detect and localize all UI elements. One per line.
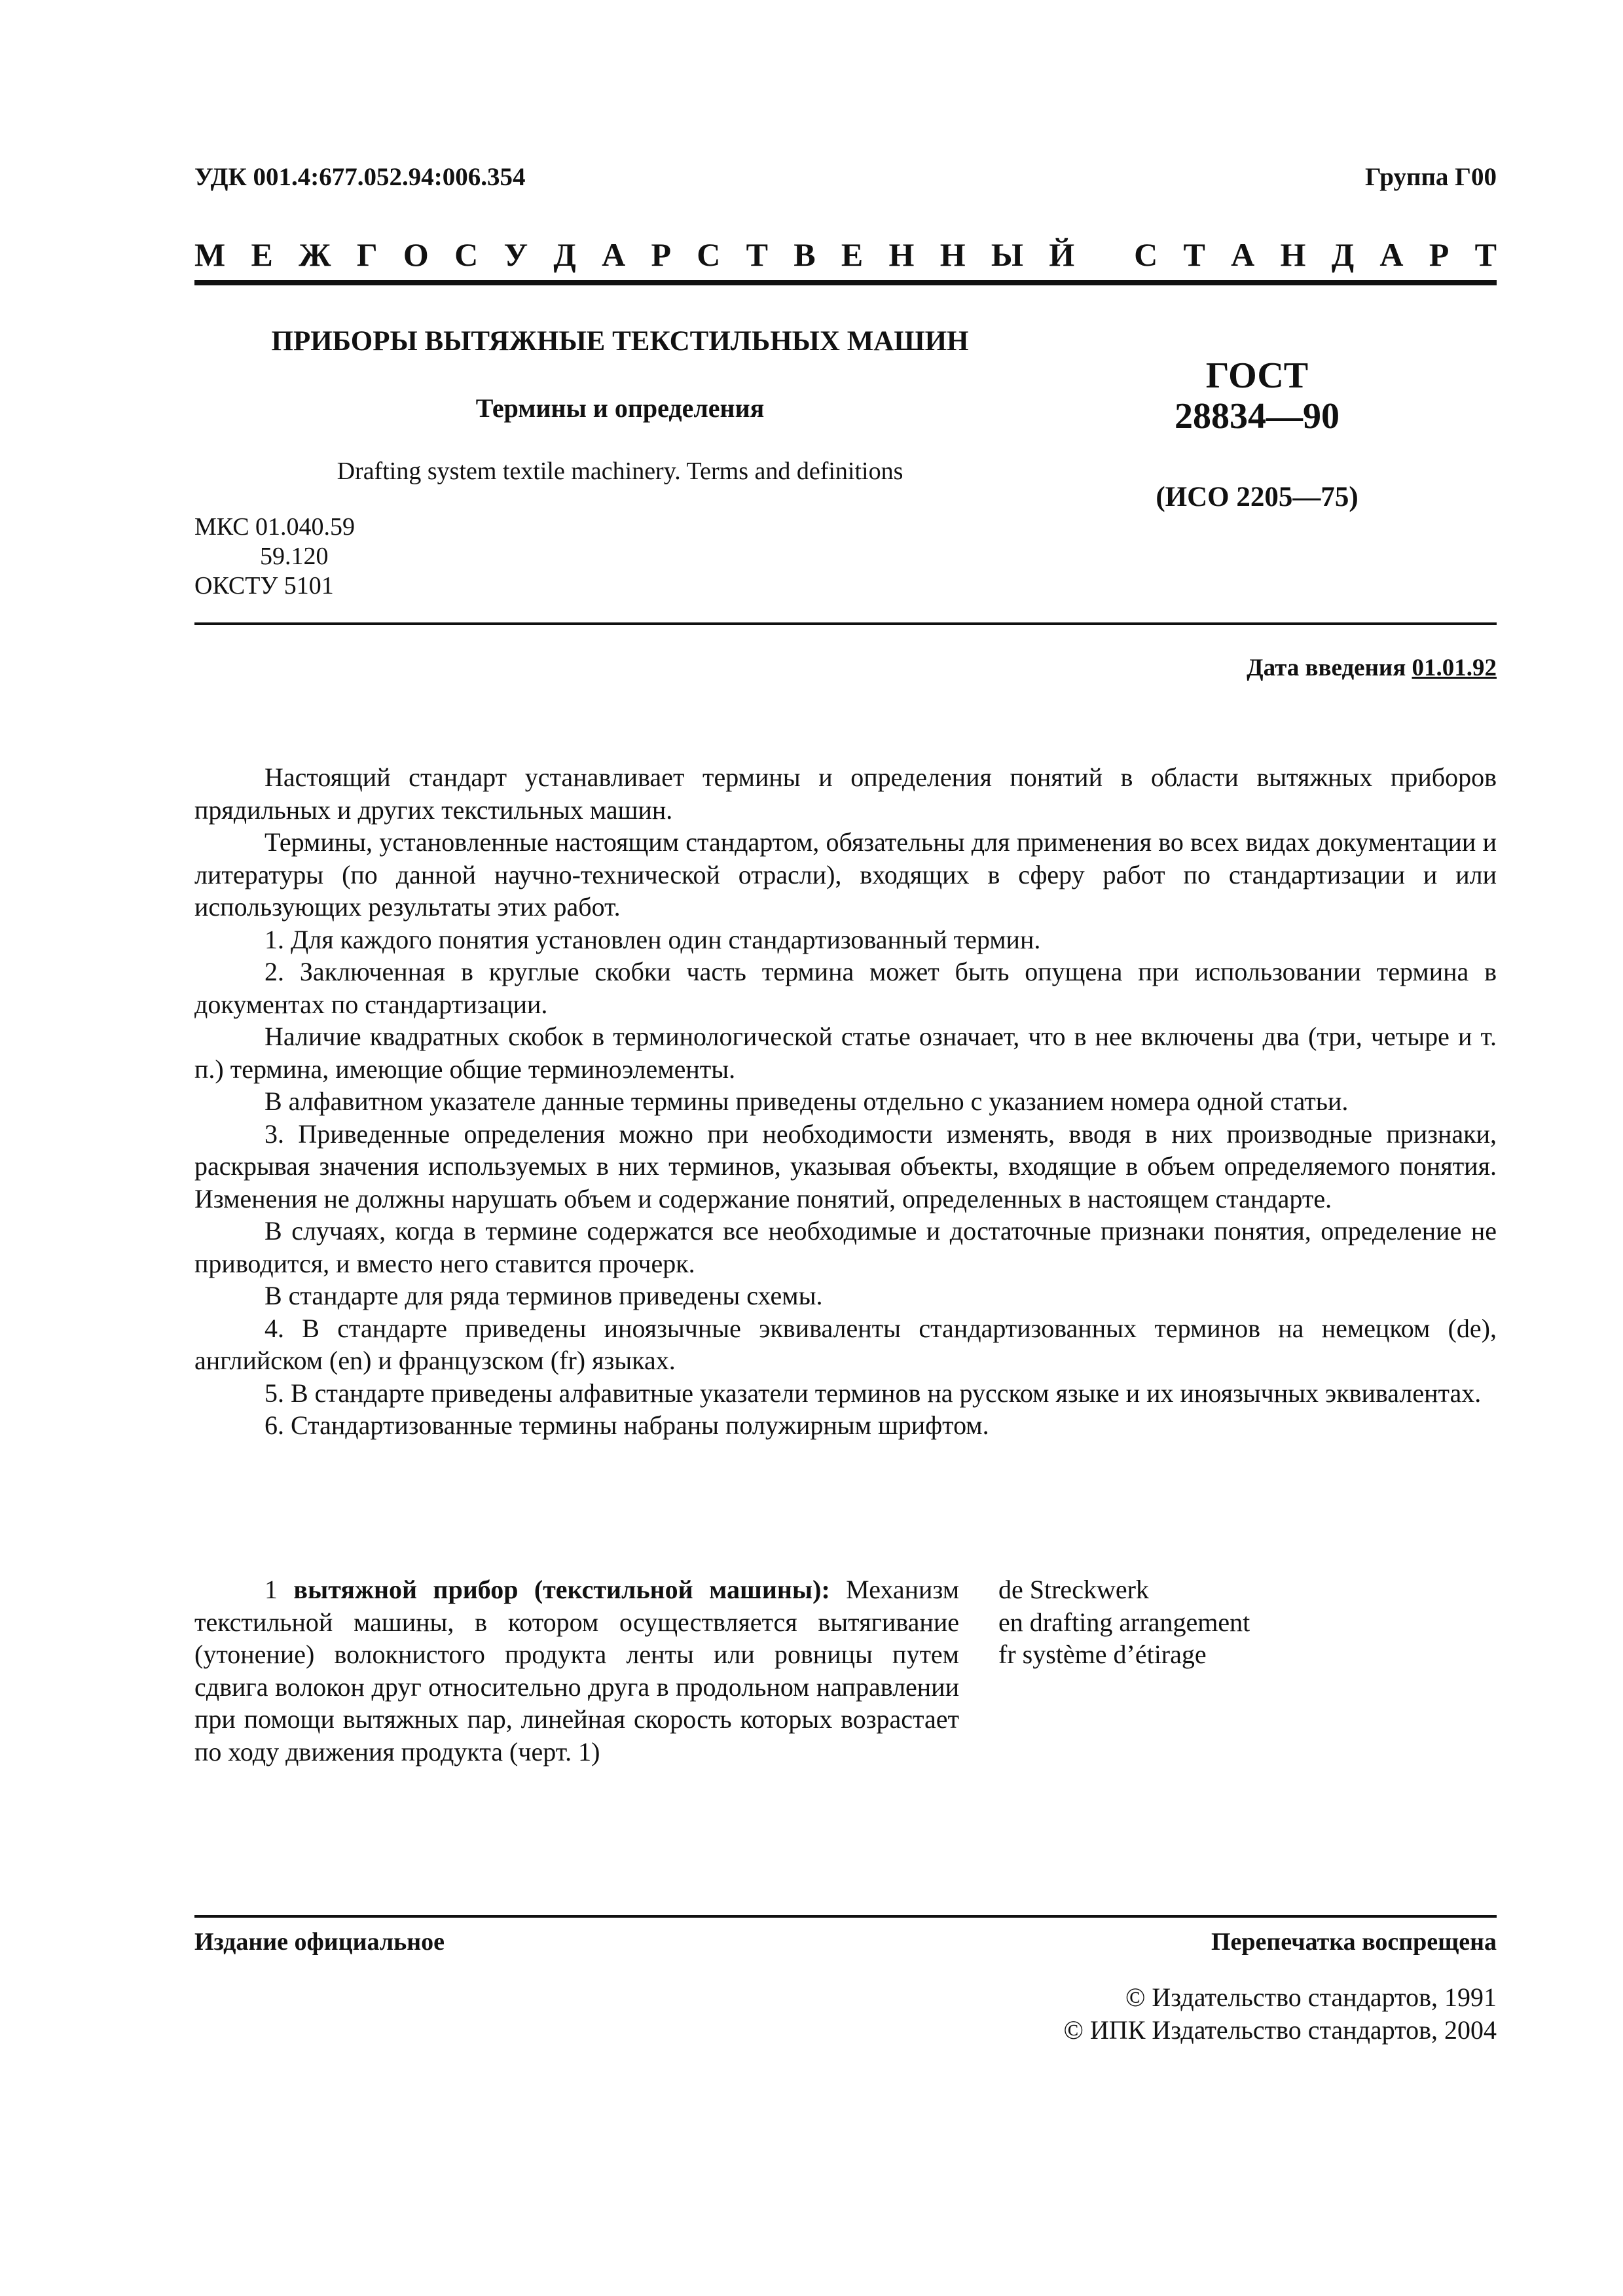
title-block-rule	[194, 622, 1497, 625]
banner-letter: Р	[651, 236, 671, 273]
classification-codes	[194, 512, 355, 601]
term-name: вытяжной прибор (текстильной машины):	[293, 1575, 830, 1604]
banner-letter: Е	[841, 236, 864, 273]
term-equivalents	[998, 1573, 1250, 1671]
banner-gap	[1100, 236, 1108, 274]
banner-letter: Д	[553, 236, 576, 273]
intro-paragraph: 6. Стандартизованные термины набраны полужирным шрифтом.	[264, 1410, 989, 1440]
banner-letter: А	[1379, 236, 1404, 273]
intro-paragraph: Настоящий стандарт устанавливает термины и определения понятий в области вытяжных приборов прядильных и других текстильных машин.	[194, 762, 1497, 825]
banner-letter: А	[602, 236, 626, 273]
banner-letter: У	[503, 236, 528, 273]
english-title: Drafting system textile machinery. Terms and definitions	[337, 457, 903, 485]
intro-paragraph: 3. Приведенные определения можно при необходимости изменять, вводя в них производные признаки, раскрывая значения используемых в них терминов, указывая объекты, входящие в объем определяемого понятия. Изменения не должны нарушать объем и содержание понятий, определенных в настоящем стандарте.	[194, 1119, 1497, 1213]
banner-letter: М	[194, 236, 226, 273]
copyright-block	[1064, 1981, 1497, 2047]
udk-code: УДК 001.4:677.052.94:006.354	[194, 163, 526, 191]
gost-designation	[1074, 355, 1440, 437]
iso-reference: (ИСО 2205—75)	[1156, 482, 1359, 512]
banner-letter: Е	[251, 236, 273, 273]
footer-rule	[194, 1915, 1497, 1918]
intro-paragraph: В алфавитном указателе данные термины приведены отдельно с указанием номера одной статьи.	[264, 1086, 1349, 1116]
intro-paragraph: 4. В стандарте приведены иноязычные эквиваленты стандартизованных терминов на немецком (de), английском (en) и французском (fr) языках.	[194, 1313, 1497, 1375]
banner-letter: Д	[1331, 236, 1355, 273]
term-entry-1	[194, 1573, 959, 1768]
intro-paragraph: Наличие квадратных скобок в терминологической статье означает, что в нее включены два (три, четыре и т. п.) термина, имеющие общие терминоэлементы.	[194, 1022, 1497, 1084]
banner-letter: Р	[1429, 236, 1450, 273]
reprint-prohibited: Перепечатка воспрещена	[1211, 1928, 1497, 1956]
banner-letter: С	[1134, 236, 1158, 273]
term-number: 1	[264, 1575, 278, 1604]
intro-paragraph: В случаях, когда в термине содержатся все необходимые и достаточные признаки понятия, определение не приводится, и вместо него ставится прочерк.	[194, 1216, 1497, 1278]
banner-letter: С	[697, 236, 721, 273]
banner-letter: Т	[1183, 236, 1205, 273]
banner-letter: Ы	[991, 236, 1023, 273]
header-rule	[194, 280, 1497, 285]
gost-number: 28834—90	[1175, 396, 1340, 437]
equivalent-fr: fr système d’étirage	[998, 1640, 1207, 1669]
equivalent-de: de Streckwerk	[998, 1575, 1149, 1604]
copyright-line: © ИПК Издательство стандартов, 2004	[1063, 2015, 1497, 2045]
copyright-line: © Издательство стандартов, 1991	[1125, 1982, 1497, 2012]
intro-paragraph: 1. Для каждого понятия установлен один стандартизованный термин.	[264, 924, 1041, 954]
interstate-standard-banner	[194, 236, 1497, 274]
intro-paragraph: Термины, установленные настоящим стандартом, обязательны для применения во всех видах документации и литературы (по данной научно-технической отрасли), входящих в сферу работ по стандартизации и или использующих результаты этих работ.	[194, 827, 1497, 922]
introduction-date	[1247, 654, 1497, 682]
introduction-text	[194, 761, 1497, 1442]
equivalent-en: en drafting arrangement	[998, 1607, 1250, 1637]
banner-letter: Н	[939, 236, 966, 273]
document-subtitle: Термины и определения	[475, 393, 765, 423]
banner-letter: С	[454, 236, 479, 273]
intro-paragraph: 5. В стандарте приведены алфавитные указатели терминов на русском языке и их иноязычных эквивалентах.	[264, 1378, 1482, 1408]
intro-paragraph: В стандарте для ряда терминов приведены схемы.	[264, 1281, 823, 1310]
term-definition: Механизм текстильной машины, в котором осуществляется вытягивание (утонение) волокнистого продукта ленты или ровницы путем сдвига волокон друг относительно друга в продольном направлении при помощи вытяжных пар, линейная скорость которых возрастает по ходу движения продукта (черт. 1)	[194, 1575, 960, 1767]
okstu-code: ОКСТУ 5101	[194, 572, 334, 600]
banner-letter: А	[1231, 236, 1255, 273]
banner-letter: Т	[1474, 236, 1497, 273]
banner-letter: О	[403, 236, 429, 273]
banner-letter: Н	[1280, 236, 1306, 273]
group-code: Группа Г00	[1364, 163, 1497, 191]
banner-letter: В	[793, 236, 816, 273]
banner-letter: Т	[746, 236, 768, 273]
banner-letter: Й	[1049, 236, 1075, 273]
document-title: ПРИБОРЫ ВЫТЯЖНЫЕ ТЕКСТИЛЬНЫХ МАШИН	[271, 326, 969, 357]
banner-letter: Н	[888, 236, 915, 273]
date-value: 01.01.92	[1412, 655, 1497, 681]
mks-code: МКС 01.040.59	[194, 513, 356, 541]
banner-letter: Ж	[299, 236, 331, 273]
term-text	[194, 1573, 959, 1768]
official-edition: Издание официальное	[194, 1928, 445, 1956]
mks-code-2: 59.120	[260, 543, 329, 570]
date-label: Дата введения	[1247, 655, 1406, 681]
intro-paragraph: 2. Заключенная в круглые скобки часть термина может быть опущена при использовании термина в документах по стандартизации.	[194, 957, 1497, 1019]
banner-letter: Г	[356, 236, 378, 273]
gost-label: ГОСТ	[1205, 355, 1309, 396]
